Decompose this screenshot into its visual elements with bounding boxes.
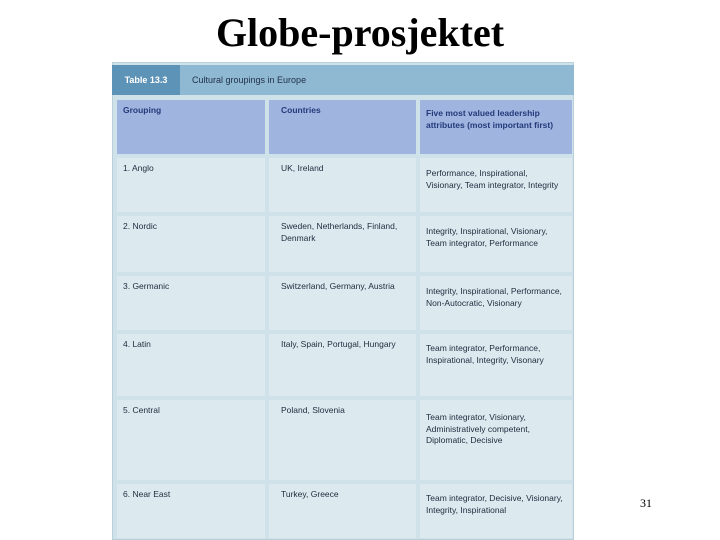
table-caption: Cultural groupings in Europe: [192, 75, 307, 85]
table-header-bar: [112, 65, 574, 95]
table-cell-grouping: 2. Nordic: [117, 216, 265, 272]
table-cell-grouping: 5. Central: [117, 400, 265, 480]
table-cell-grouping: 4. Latin: [117, 334, 265, 396]
table-cell-attributes: Integrity, Inspirational, Performance, Non-Autocratic, Visionary: [420, 276, 572, 330]
table-cell-countries: UK, Ireland: [269, 158, 416, 212]
table-cell-attributes: Performance, Inspirational, Visionary, Team integrator, Integrity: [420, 158, 572, 212]
column-header-grouping: Grouping: [117, 100, 265, 154]
table-cell-countries: Sweden, Netherlands, Finland, Denmark: [269, 216, 416, 272]
table-cell-attributes: Team integrator, Performance, Inspirational, Integrity, Visonary: [420, 334, 572, 396]
table-cell-countries: Turkey, Greece: [269, 484, 416, 538]
table-cell-attributes: Team integrator, Visionary, Administratively competent, Diplomatic, Decisive: [420, 400, 572, 480]
column-header-countries: Countries: [269, 100, 416, 154]
table-cell-countries: Switzerland, Germany, Austria: [269, 276, 416, 330]
table-cell-grouping: 6. Near East: [117, 484, 265, 538]
table-cell-countries: Poland, Slovenia: [269, 400, 416, 480]
table-cell-grouping: 1. Anglo: [117, 158, 265, 212]
table-cell-attributes: Integrity, Inspirational, Visionary, Team integrator, Performance: [420, 216, 572, 272]
table-cell-grouping: 3. Germanic: [117, 276, 265, 330]
cultural-groupings-table: [112, 62, 574, 540]
table-cell-attributes: Team integrator, Decisive, Visionary, Integrity, Inspirational: [420, 484, 572, 538]
table-number: Table 13.3: [112, 65, 180, 95]
page-number: 31: [640, 496, 652, 510]
column-header-attributes: Five most valued leadership attributes (most important first): [420, 100, 572, 154]
table-cell-countries: Italy, Spain, Portugal, Hungary: [269, 334, 416, 396]
slide-title: Globe-prosjektet: [215, 10, 505, 55]
